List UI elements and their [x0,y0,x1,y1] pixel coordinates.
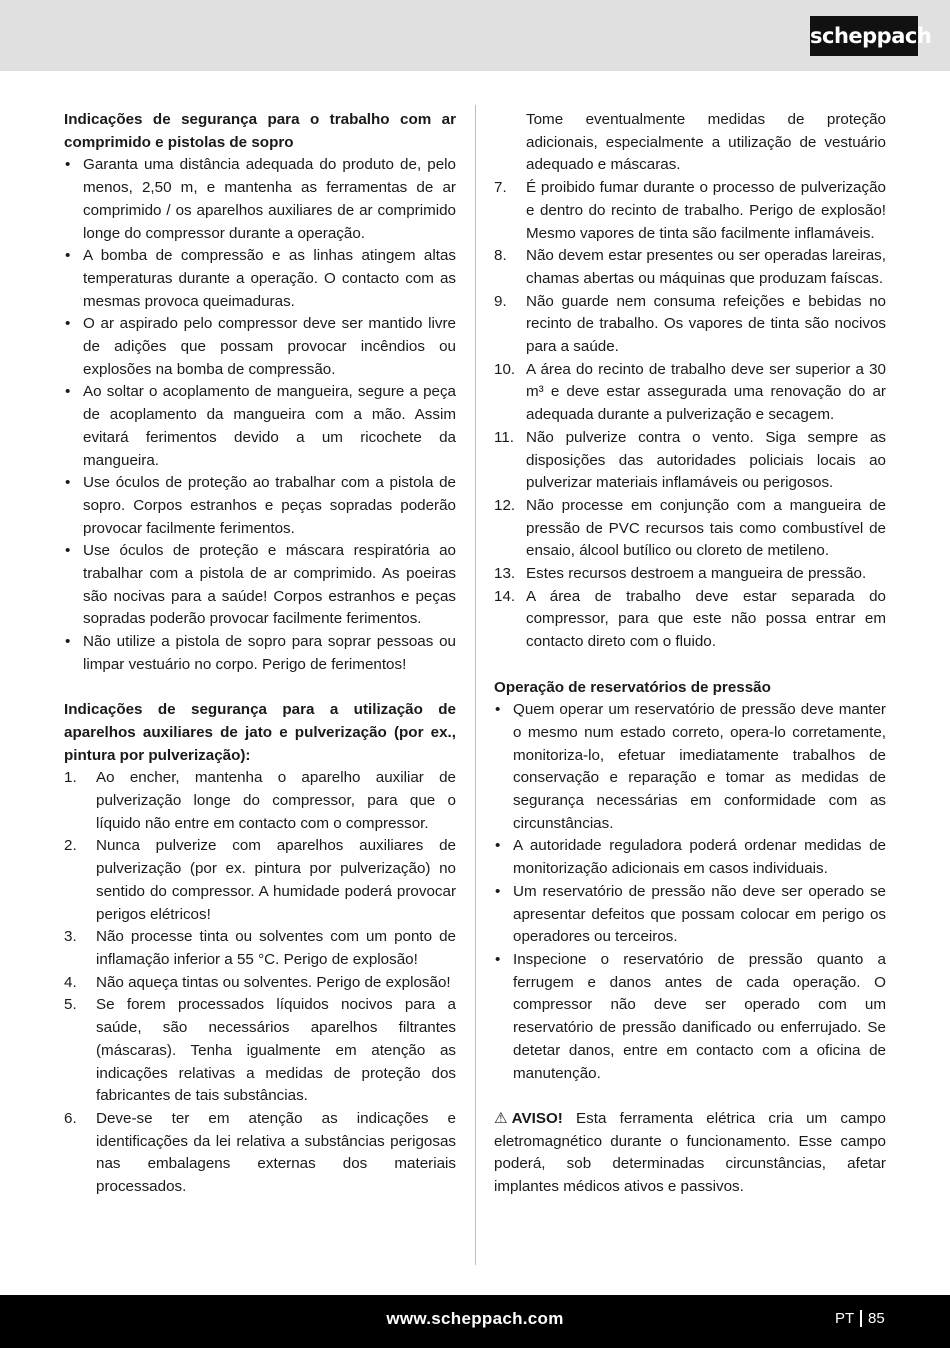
warning-label: AVISO! [511,1109,563,1127]
footer-bar [0,1295,950,1348]
item-text: Não aqueça tintas ou solventes. Perigo de explosão! [96,973,451,991]
item-text: Não guarde nem consuma refeições e bebidas no recinto de trabalho. Os vapores de tinta são nocivos para a saúde. [526,292,886,356]
right-column [494,109,886,1199]
item-text: Deve-se ter em atenção as indicações e identificações da lei relativa a substâncias perigosas nas embalagens externas dos materiais processados. [96,1109,456,1196]
section-heading-compressed-air: Indicações de segurança para o trabalho com ar comprimido e pistolas de sopro [64,111,456,151]
item-text: Não processe tinta ou solventes com um ponto de inflamação inferior a 55 °C. Perigo de explosão! [96,928,456,968]
item-text: Não devem estar presentes ou ser operadas lareiras, chamas abertas ou máquinas que produzam faíscas. [526,247,886,287]
list-item [494,563,886,586]
list-item: • A bomba de compressão e as linhas atingem altas temperaturas durante a operação. O contacto com as mesmas provoca queimaduras. [64,245,456,313]
list-item [494,177,886,245]
item-number: 4. [64,973,77,991]
item-text: Não processe em conjunção com a mangueira de pressão de PVC recursos tais como combustível de ensaio, álcool butílico ou cloreto de metileno. [526,496,886,560]
list-item: • Use óculos de proteção ao trabalhar com a pistola de sopro. Corpos estranhos e peças sopradas poderão provocar facilmente ferimentos. [64,472,456,540]
item-number: 10. [494,360,516,378]
list-item [494,586,886,654]
header-bar [0,0,950,71]
list-item: • Garanta uma distância adequada do produto de, pelo menos, 2,50 m, e mantenha as ferramentas de ar comprimido / os aparelhos auxiliares de ar comprimido longe do compressor durante a operação. [64,154,456,245]
list-item: • Inspecione o reservatório de pressão quanto a ferrugem e danos antes de cada operação. O compressor não deve ser operado com um reservatório de pressão danificado ou enferrujado. Se detetar danos, entre em contacto com a oficina de manutenção. [494,949,886,1085]
list-item: • Use óculos de proteção e máscara respiratória ao trabalhar com a pistola de ar comprimido. As poeiras são nocivas para a saúde! Corpos estranhos e peças sopradas poderão provocar facilmente ferimentos. [64,540,456,631]
list-item [64,835,456,926]
item-number: 12. [494,496,516,514]
spray-safety-list [64,767,456,1198]
list-item [494,495,886,563]
warning-notice [494,1108,886,1199]
item-number: 11. [494,428,514,446]
item-text: Se forem processados líquidos nocivos para a saúde, são necessários aparelhos filtrantes (máscaras). Tenha igualmente em atenção as indicações relativas a medidas de proteção dos fabricantes de tais substâncias. [96,996,456,1105]
list-item [494,245,886,290]
page-number: 85 [868,1310,885,1327]
item-text: A área do recinto de trabalho deve ser superior a 30 m³ e deve estar assegurada uma renovação do ar adequada durante a pulverização e secagem. [526,360,886,424]
item-text: Não pulverize contra o vento. Siga sempre as disposições das autoridades policiais locais ao pulverizar materiais inflamáveis ou perigosos. [526,428,886,492]
list-item: • Ao soltar o acoplamento de mangueira, segure a peça de acoplamento da mangueira com a mão. Assim evitará ferimentos devido a um ricochete da mangueira. [64,381,456,472]
item-number: 14. [494,587,516,605]
list-item: • Quem operar um reservatório de pressão deve manter o mesmo num estado correto, opera-lo corretamente, monitoriza-lo, efetuar imediatamente trabalhos de conservação e reparação e tomar as medidas de segurança necessárias em conformidade com as circunstâncias. [494,699,886,835]
footer-separator [860,1310,862,1327]
item-number: 8. [494,247,507,265]
list-item: • Não utilize a pistola de sopro para soprar pessoas ou limpar vestuário no corpo. Perigo de ferimentos! [64,631,456,676]
item-text: Nunca pulverize com aparelhos auxiliares de pulverização (por ex. pintura por pulverização) no sentido do compressor. A humidade poderá provocar perigos elétricos! [96,837,456,923]
list-item [494,291,886,359]
item-number: 7. [494,179,507,197]
footer-url[interactable]: www.scheppach.com [386,1309,564,1328]
spray-safety-list-continued [494,177,886,654]
left-column [64,109,456,1199]
list-item [64,926,456,971]
item-number: 9. [494,292,507,310]
item-text: Estes recursos destroem a mangueira de pressão. [526,565,867,583]
section-heading-spray-devices: Indicações de segurança para a utilização de aparelhos auxiliares de jato e pulverização (por ex., pintura por pulverização): [64,701,456,764]
list-item [494,359,886,427]
column-divider [475,105,476,1265]
list-item [64,994,456,1108]
list-item [64,1108,456,1199]
item-number: 5. [64,996,77,1014]
section-heading-pressure-vessels: Operação de reservatórios de pressão [494,678,771,696]
list-item: • O ar aspirado pelo compressor deve ser mantido livre de adições que possam provocar incêndios ou explosões na bomba de compressão. [64,313,456,381]
compressed-air-safety-list [64,154,456,676]
item-text: É proibido fumar durante o processo de pulverização e dentro do recinto de trabalho. Perigo de explosão! Mesmo vapores de tinta são facilmente inflamáveis. [526,179,886,242]
list-item [64,767,456,835]
scheppach-logo: scheppach [810,16,918,56]
item-number: 3. [64,928,77,946]
item-number: 13. [494,565,516,583]
continuation-text: Tome eventualmente medidas de proteção adicionais, especialmente a utilização de vestuário adequado e máscaras. [526,111,886,174]
warning-triangle-icon: ⚠ [494,1109,508,1127]
language-code: PT [835,1310,855,1327]
item-number: 2. [64,837,77,855]
pressure-vessel-list [494,699,886,1085]
list-item [494,427,886,495]
item-number: 1. [64,769,77,787]
item-number: 6. [64,1109,77,1127]
item-text: Ao encher, mantenha o aparelho auxiliar de pulverização longe do compressor, para que o líquido não entre em contacto com o compressor. [96,769,456,832]
list-item [64,972,456,995]
list-item: • Um reservatório de pressão não deve ser operado se apresentar defeitos que possam colocar em perigo os operadores ou terceiros. [494,881,886,949]
item-text: A área de trabalho deve estar separada do compressor, para que este não possa entrar em contacto direto com o fluido. [526,587,886,651]
list-item: • A autoridade reguladora poderá ordenar medidas de monitorização adicionais em casos individuais. [494,835,886,880]
warning-text: Esta ferramenta elétrica cria um campo eletromagnético durante o funcionamento. Esse campo poderá, sob determinadas circunstâncias, afetar implantes médicos ativos e passivos. [494,1109,886,1196]
